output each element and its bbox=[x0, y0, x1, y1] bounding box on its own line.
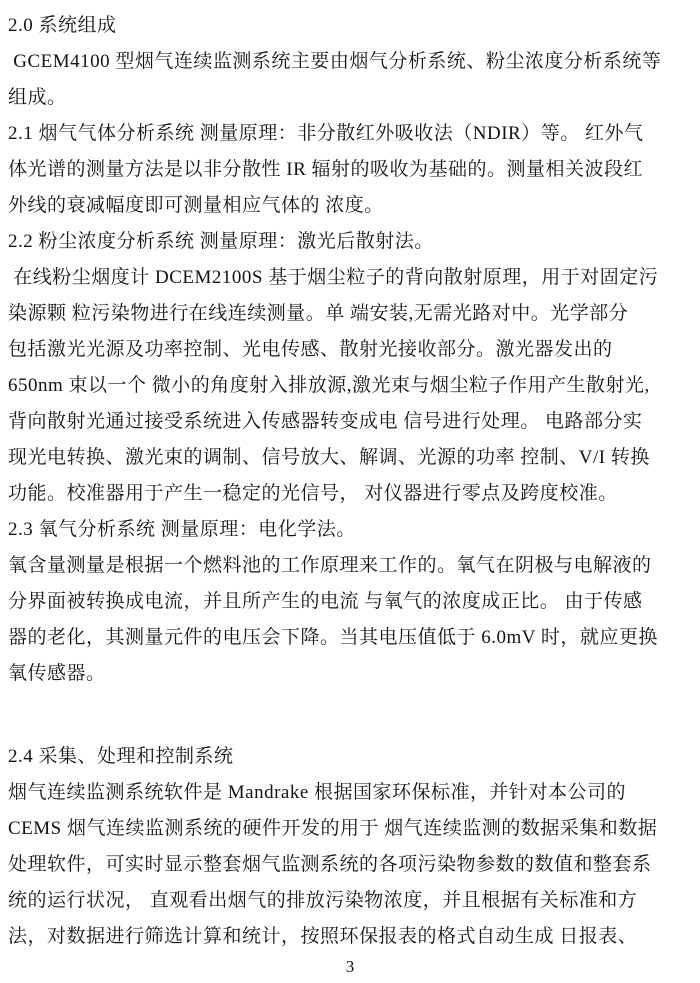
body-line: 在线粉尘烟度计 DCEM2100S 基于烟尘粒子的背向散射原理，用于对固定污 bbox=[8, 267, 659, 288]
heading-section-2-3: 2.3 氧气分析系统 测量原理：电化学法。 bbox=[8, 519, 356, 540]
page-number: 3 bbox=[345, 957, 355, 976]
body-line: 器的老化，其测量元件的电压会下降。当其电压值低于 6.0mV 时，就应更换 bbox=[8, 627, 658, 648]
heading-section-2-4: 2.4 采集、处理和控制系统 bbox=[8, 746, 234, 767]
body-line: 分界面被转换成电流，并且所产生的电流 与氧气的浓度成正比。 由于传感 bbox=[8, 591, 643, 612]
body-line: CEMS 烟气连续监测系统的硬件开发的用于 烟气连续监测的数据采集和数据 bbox=[8, 818, 658, 839]
body-line: GCEM4100 型烟气连续监测系统主要由烟气分析系统、粉尘浓度分析系统等 bbox=[8, 51, 662, 72]
body-line: 处理软件，可实时显示整套烟气监测系统的各项污染物参数的数值和整套系 bbox=[8, 854, 652, 875]
body-line: 统的运行状况， 直观看出烟气的排放污染物浓度，并且根据有关标准和方 bbox=[8, 890, 638, 911]
body-line: 功能。校准器用于产生一稳定的光信号， 对仪器进行零点及跨度校准。 bbox=[8, 483, 618, 504]
body-line: 包括激光光源及功率控制、光电传感、散射光接收部分。激光器发出的 bbox=[8, 339, 613, 360]
heading-section-2-1: 2.1 烟气气体分析系统 测量原理：非分散红外吸收法（NDIR）等。 红外气 bbox=[8, 123, 644, 144]
body-line: 背向散射光通过接受系统进入传感器转变成电 信号进行处理。 电路部分实 bbox=[8, 411, 643, 432]
body-line: 体光谱的测量方法是以非分散性 IR 辐射的吸收为基础的。测量相关波段红 bbox=[8, 159, 644, 180]
body-line: 染源颗 粒污染物进行在线连续测量。单 端安装,无需光路对中。光学部分 bbox=[8, 303, 629, 324]
body-line: 法，对数据进行筛选计算和统计，按照环保报表的格式自动生成 日报表、 bbox=[8, 926, 638, 947]
body-line: 氧传感器。 bbox=[8, 663, 106, 684]
body-line: 650nm 束以一个 微小的角度射入排放源,激光束与烟尘粒子作用产生散射光, bbox=[8, 375, 650, 396]
heading-section-2-0: 2.0 系统组成 bbox=[8, 15, 117, 36]
body-line: 组成。 bbox=[8, 87, 67, 108]
heading-section-2-2: 2.2 粉尘浓度分析系统 测量原理：激光后散射法。 bbox=[8, 231, 434, 252]
body-line: 烟气连续监测系统软件是 Mandrake 根据国家环保标准，并针对本公司的 bbox=[8, 782, 627, 803]
body-line: 外线的衰减幅度即可测量相应气体的 浓度。 bbox=[8, 195, 384, 216]
body-line: 现光电转换、激光束的调制、信号放大、解调、光源的功率 控制、V/I 转换 bbox=[8, 447, 650, 468]
body-line: 氧含量测量是根据一个燃料池的工作原理来工作的。氧气在阴极与电解液的 bbox=[8, 555, 652, 576]
